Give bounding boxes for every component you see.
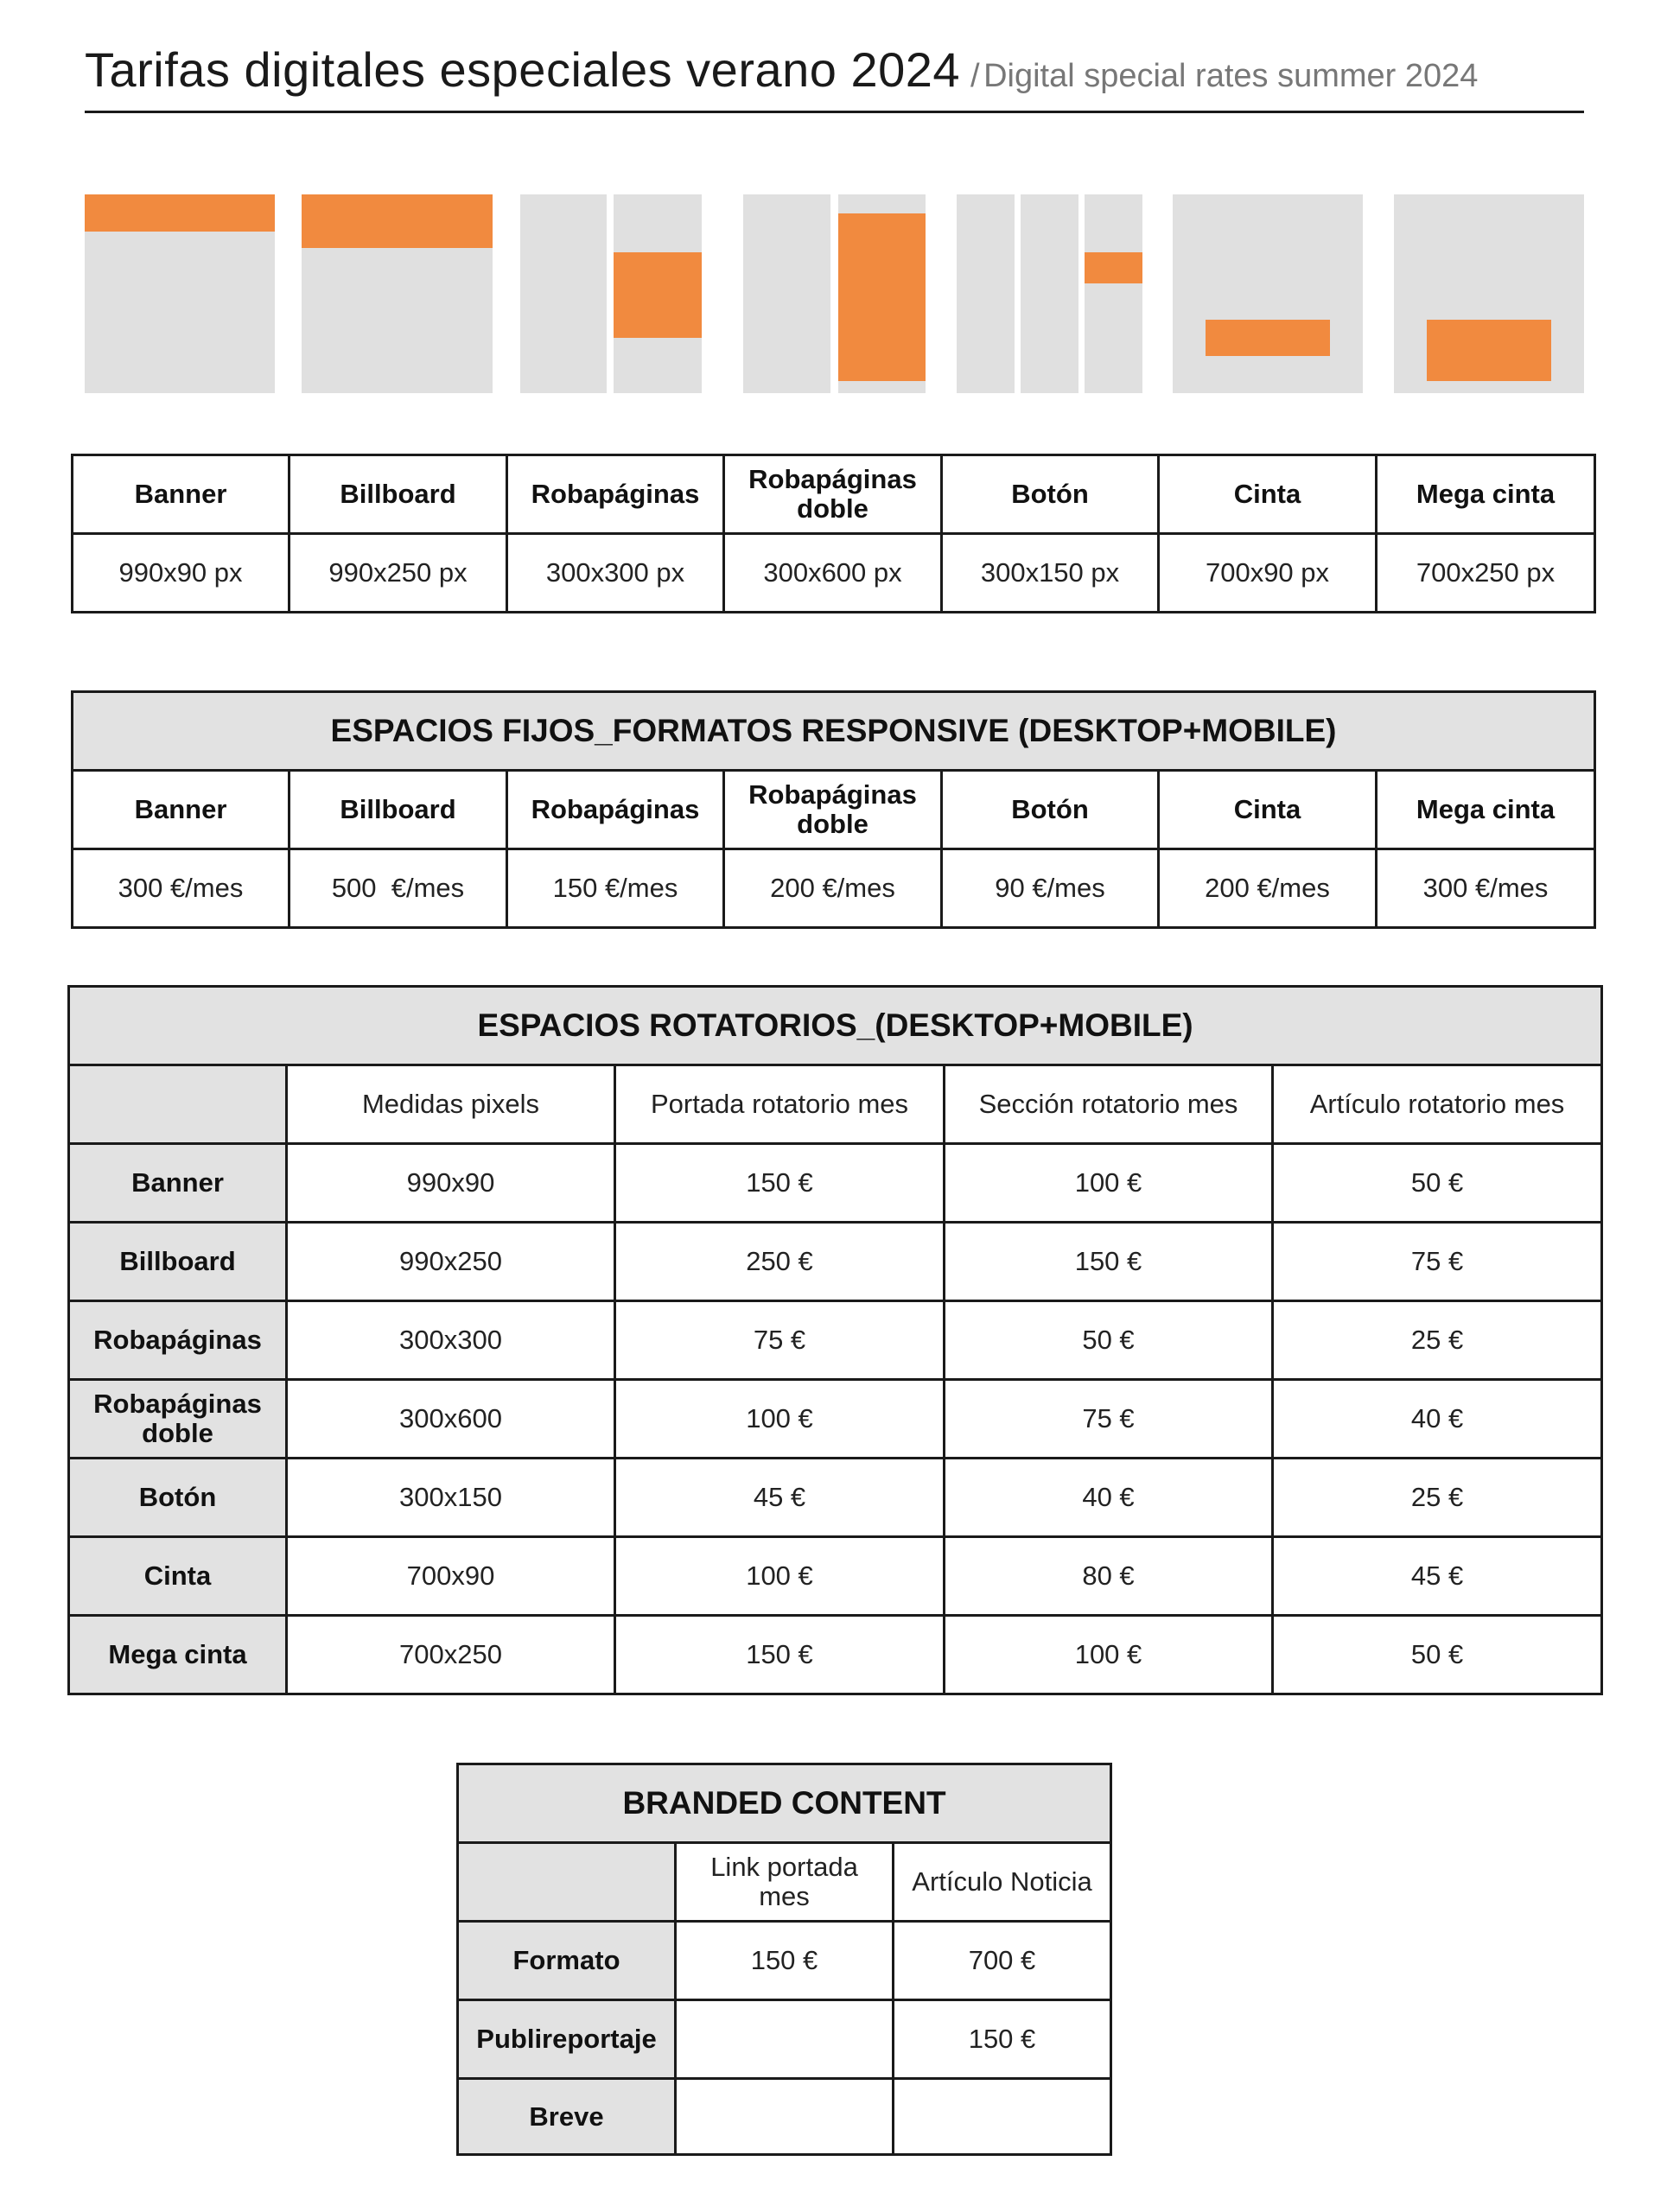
seccion-price: 100 € bbox=[945, 1144, 1273, 1223]
fixed-spaces-heading-row bbox=[73, 692, 1595, 771]
seccion-price: 40 € bbox=[945, 1459, 1273, 1537]
row-label: Botón bbox=[69, 1459, 287, 1537]
branded-content-table bbox=[456, 1763, 1112, 2156]
format-size: 700x90 px bbox=[1159, 534, 1377, 613]
articulo-price: 40 € bbox=[1273, 1380, 1602, 1459]
size-cell: 300x600 bbox=[287, 1380, 615, 1459]
rotating-heading-row bbox=[69, 987, 1602, 1065]
column-header-portada: Portada rotatorio mes bbox=[615, 1065, 945, 1144]
link-portada-price bbox=[676, 2079, 894, 2155]
branded-heading-row bbox=[458, 1764, 1111, 1843]
articulo-price: 50 € bbox=[1273, 1616, 1602, 1694]
robapaginas-doble-thumbnail-column-right bbox=[838, 194, 926, 393]
table-row bbox=[458, 2079, 1111, 2155]
billboard-ad-block bbox=[302, 194, 493, 248]
branded-content-heading: BRANDED CONTENT bbox=[458, 1764, 1111, 1843]
monthly-price: 500 €/mes bbox=[289, 849, 507, 928]
table-row bbox=[458, 1922, 1111, 2000]
fixed-spaces-label-row bbox=[73, 771, 1595, 849]
articulo-price: 25 € bbox=[1273, 1301, 1602, 1380]
format-label: Robapáginas doble bbox=[724, 771, 942, 849]
format-label: Robapáginas bbox=[507, 771, 724, 849]
articulo-noticia-price: 150 € bbox=[894, 2000, 1111, 2079]
articulo-price: 50 € bbox=[1273, 1144, 1602, 1223]
portada-price: 150 € bbox=[615, 1616, 945, 1694]
table-row bbox=[69, 1380, 1602, 1459]
row-label: Banner bbox=[69, 1144, 287, 1223]
robapaginas-doble-thumbnail-column-left bbox=[743, 194, 830, 393]
page-title: Tarifas digitales especiales verano 2024 bbox=[85, 42, 961, 97]
table-row bbox=[69, 1223, 1602, 1301]
articulo-noticia-price bbox=[894, 2079, 1111, 2155]
format-label: Mega cinta bbox=[1377, 455, 1595, 534]
size-cell: 700x90 bbox=[287, 1537, 615, 1616]
row-label: Publireportaje bbox=[458, 2000, 676, 2079]
row-label: Mega cinta bbox=[69, 1616, 287, 1694]
format-label: Robapáginas bbox=[507, 455, 724, 534]
rotating-spaces-table bbox=[67, 985, 1603, 1695]
billboard-thumbnail bbox=[302, 194, 493, 393]
mega-cinta-ad-block bbox=[1427, 320, 1551, 381]
page-subtitle: Digital special rates summer 2024 bbox=[983, 58, 1479, 94]
formats-label-row bbox=[73, 455, 1595, 534]
format-label: Mega cinta bbox=[1377, 771, 1595, 849]
empty-corner-cell bbox=[69, 1065, 287, 1144]
portada-price: 150 € bbox=[615, 1144, 945, 1223]
boton-thumbnail-column-1 bbox=[957, 194, 1015, 393]
portada-price: 45 € bbox=[615, 1459, 945, 1537]
monthly-price: 300 €/mes bbox=[73, 849, 289, 928]
monthly-price: 90 €/mes bbox=[942, 849, 1159, 928]
articulo-price: 25 € bbox=[1273, 1459, 1602, 1537]
format-label: Banner bbox=[73, 771, 289, 849]
row-label: Robapáginas bbox=[69, 1301, 287, 1380]
mega-cinta-thumbnail bbox=[1394, 194, 1584, 393]
size-cell: 300x150 bbox=[287, 1459, 615, 1537]
format-label: Billboard bbox=[289, 455, 507, 534]
column-header-link-portada: Link portada mes bbox=[676, 1843, 894, 1922]
size-cell: 990x90 bbox=[287, 1144, 615, 1223]
link-portada-price: 150 € bbox=[676, 1922, 894, 2000]
cinta-thumbnail bbox=[1173, 194, 1363, 393]
seccion-price: 80 € bbox=[945, 1537, 1273, 1616]
format-size: 700x250 px bbox=[1377, 534, 1595, 613]
branded-column-header-row bbox=[458, 1843, 1111, 1922]
rotating-column-header-row bbox=[69, 1065, 1602, 1144]
format-label: Robapáginas doble bbox=[724, 455, 942, 534]
rotating-spaces-heading: ESPACIOS ROTATORIOS_(DESKTOP+MOBILE) bbox=[69, 987, 1602, 1065]
format-label: Cinta bbox=[1159, 455, 1377, 534]
table-row bbox=[69, 1616, 1602, 1694]
size-cell: 990x250 bbox=[287, 1223, 615, 1301]
column-header-articulo-noticia: Artículo Noticia bbox=[894, 1843, 1111, 1922]
page-header bbox=[85, 41, 1584, 113]
table-row bbox=[69, 1537, 1602, 1616]
format-size: 300x300 px bbox=[507, 534, 724, 613]
seccion-price: 50 € bbox=[945, 1301, 1273, 1380]
title-separator: / bbox=[970, 58, 980, 94]
boton-thumbnail-column-2 bbox=[1021, 194, 1078, 393]
format-label: Billboard bbox=[289, 771, 507, 849]
seccion-price: 100 € bbox=[945, 1616, 1273, 1694]
format-label: Botón bbox=[942, 771, 1159, 849]
format-size: 990x90 px bbox=[73, 534, 289, 613]
robapaginas-thumbnail-column-left bbox=[520, 194, 607, 393]
cinta-ad-block bbox=[1206, 320, 1330, 356]
formats-table bbox=[71, 454, 1596, 613]
fixed-spaces-heading: ESPACIOS FIJOS_FORMATOS RESPONSIVE (DESKTOP+MOBILE) bbox=[73, 692, 1595, 771]
articulo-noticia-price: 700 € bbox=[894, 1922, 1111, 2000]
empty-corner-cell bbox=[458, 1843, 676, 1922]
formats-size-row bbox=[73, 534, 1595, 613]
link-portada-price bbox=[676, 2000, 894, 2079]
monthly-price: 300 €/mes bbox=[1377, 849, 1595, 928]
size-cell: 300x300 bbox=[287, 1301, 615, 1380]
monthly-price: 200 €/mes bbox=[724, 849, 942, 928]
banner-thumbnail bbox=[85, 194, 275, 393]
portada-price: 250 € bbox=[615, 1223, 945, 1301]
articulo-price: 45 € bbox=[1273, 1537, 1602, 1616]
column-header-seccion: Sección rotatorio mes bbox=[945, 1065, 1273, 1144]
table-row bbox=[69, 1301, 1602, 1380]
fixed-spaces-table bbox=[71, 690, 1596, 929]
portada-price: 100 € bbox=[615, 1537, 945, 1616]
column-header-articulo: Artículo rotatorio mes bbox=[1273, 1065, 1602, 1144]
row-label: Robapáginas doble bbox=[69, 1380, 287, 1459]
size-cell: 700x250 bbox=[287, 1616, 615, 1694]
robapaginas-doble-ad-block bbox=[838, 213, 926, 381]
robapaginas-ad-block bbox=[614, 252, 702, 338]
format-label: Banner bbox=[73, 455, 289, 534]
table-row bbox=[458, 2000, 1111, 2079]
format-size: 990x250 px bbox=[289, 534, 507, 613]
row-label: Cinta bbox=[69, 1537, 287, 1616]
column-header-medidas: Medidas pixels bbox=[287, 1065, 615, 1144]
banner-ad-block bbox=[85, 194, 275, 232]
monthly-price: 200 €/mes bbox=[1159, 849, 1377, 928]
row-label: Billboard bbox=[69, 1223, 287, 1301]
seccion-price: 150 € bbox=[945, 1223, 1273, 1301]
row-label: Breve bbox=[458, 2079, 676, 2155]
format-label: Botón bbox=[942, 455, 1159, 534]
table-row bbox=[69, 1144, 1602, 1223]
format-size: 300x150 px bbox=[942, 534, 1159, 613]
boton-ad-block bbox=[1085, 252, 1142, 283]
seccion-price: 75 € bbox=[945, 1380, 1273, 1459]
format-label: Cinta bbox=[1159, 771, 1377, 849]
portada-price: 75 € bbox=[615, 1301, 945, 1380]
boton-thumbnail-column-3 bbox=[1085, 194, 1142, 393]
format-size: 300x600 px bbox=[724, 534, 942, 613]
row-label: Formato bbox=[458, 1922, 676, 2000]
monthly-price: 150 €/mes bbox=[507, 849, 724, 928]
table-row bbox=[69, 1459, 1602, 1537]
robapaginas-thumbnail-column-right bbox=[614, 194, 702, 393]
articulo-price: 75 € bbox=[1273, 1223, 1602, 1301]
fixed-spaces-price-row bbox=[73, 849, 1595, 928]
portada-price: 100 € bbox=[615, 1380, 945, 1459]
